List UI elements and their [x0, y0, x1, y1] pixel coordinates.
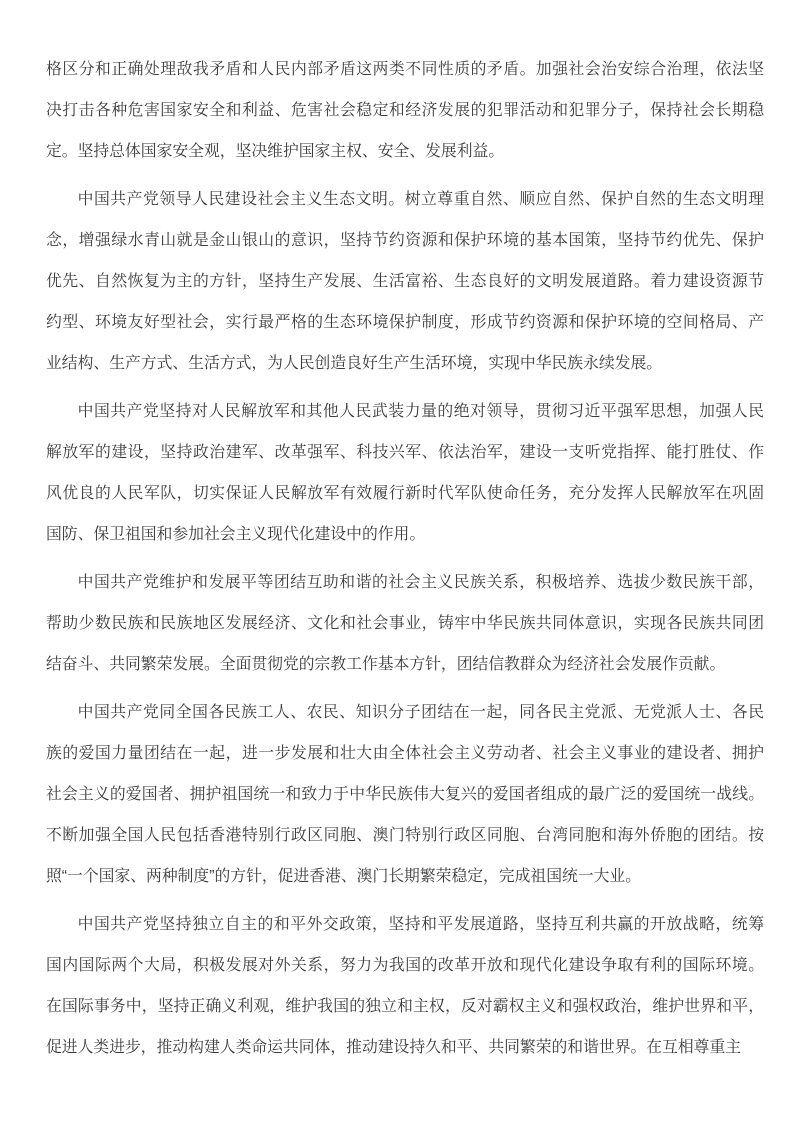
- text-line: 业结构、生产方式、生活方式，为人民创造良好生产生活环境，实现中华民族永续发展。: [46, 355, 663, 372]
- text-line: 结奋斗、共同繁荣发展。全面贯彻党的宗教工作基本方针，团结信教群众为经济社会发展作贡献。: [46, 656, 726, 673]
- text-line: 中国共产党坚持对人民解放军和其他人民武装力量的绝对领导，贯彻习近平强军思想，加强人民: [77, 403, 764, 420]
- paragraph-4: [46, 562, 764, 685]
- paragraph-3: [46, 391, 764, 555]
- paragraph-1: [46, 49, 764, 172]
- text-line: 中国共产党坚持独立自主的和平外交政策，坚持和平发展道路，坚持互利共赢的开放战略，统筹: [77, 916, 764, 933]
- text-line: 约型、环境友好型社会，实行最严格的生态环境保护制度，形成节约资源和保护环境的空间格局、产: [46, 314, 764, 331]
- text-line: 国内国际两个大局，积极发展对外关系，努力为我国的改革开放和现代化建设争取有利的国际环境。: [46, 957, 764, 974]
- text-line: 中国共产党维护和发展平等团结互助和谐的社会主义民族关系，积极培养、选拔少数民族干部，: [77, 574, 764, 591]
- text-line: 照“一个国家、两种制度”的方针，促进香港、澳门长期繁荣稳定，完成祖国统一大业。: [46, 868, 642, 885]
- paragraph-6: [46, 904, 764, 1068]
- text-line: 国防、保卫祖国和参加社会主义现代化建设中的作用。: [46, 526, 426, 543]
- text-line: 格区分和正确处理敌我矛盾和人民内部矛盾这两类不同性质的矛盾。加强社会治安综合治理，依法坚: [46, 61, 764, 78]
- text-line: 定。坚持总体国家安全观，坚决维护国家主权、安全、发展利益。: [46, 143, 505, 160]
- text-line: 族的爱国力量团结在一起，进一步发展和壮大由全体社会主义劳动者、社会主义事业的建设者、拥护: [46, 745, 764, 762]
- text-line: 不断加强全国人民包括香港特别行政区同胞、澳门特别行政区同胞、台湾同胞和海外侨胞的团结。按: [46, 827, 764, 844]
- paragraph-5: [46, 692, 764, 897]
- text-line: 在国际事务中，坚持正确义利观，维护我国的独立和主权，反对霸权主义和强权政治，维护世界和平，: [46, 998, 764, 1015]
- text-line: 促进人类进步，推动构建人类命运共同体，推动建设持久和平、共同繁荣的和谐世界。在互相尊重主: [46, 1039, 742, 1056]
- text-line: 中国共产党领导人民建设社会主义生态文明。树立尊重自然、顺应自然、保护自然的生态文明理: [77, 191, 764, 208]
- paragraph-2: [46, 179, 764, 384]
- text-line: 优先、自然恢复为主的方针，坚持生产发展、生活富裕、生态良好的文明发展道路。着力建设资源节: [46, 273, 764, 290]
- text-line: 念，增强绿水青山就是金山银山的意识，坚持节约资源和保护环境的基本国策，坚持节约优先、保护: [46, 232, 764, 249]
- text-line: 社会主义的爱国者、拥护祖国统一和致力于中华民族伟大复兴的爱国者组成的最广泛的爱国统一战线。: [46, 786, 764, 803]
- text-line: 解放军的建设，坚持政治建军、改革强军、科技兴军、依法治军，建设一支听党指挥、能打胜仗、作: [46, 444, 764, 461]
- text-line: 风优良的人民军队，切实保证人民解放军有效履行新时代军队使命任务，充分发挥人民解放军在巩固: [46, 485, 764, 502]
- document-body: [46, 49, 764, 1068]
- text-line: 帮助少数民族和民族地区发展经济、文化和社会事业，铸牢中华民族共同体意识，实现各民族共同团: [46, 615, 764, 632]
- text-line: 决打击各种危害国家安全和利益、危害社会稳定和经济发展的犯罪活动和犯罪分子，保持社会长期稳: [46, 102, 764, 119]
- text-line: 中国共产党同全国各民族工人、农民、知识分子团结在一起，同各民主党派、无党派人士、各民: [77, 704, 764, 721]
